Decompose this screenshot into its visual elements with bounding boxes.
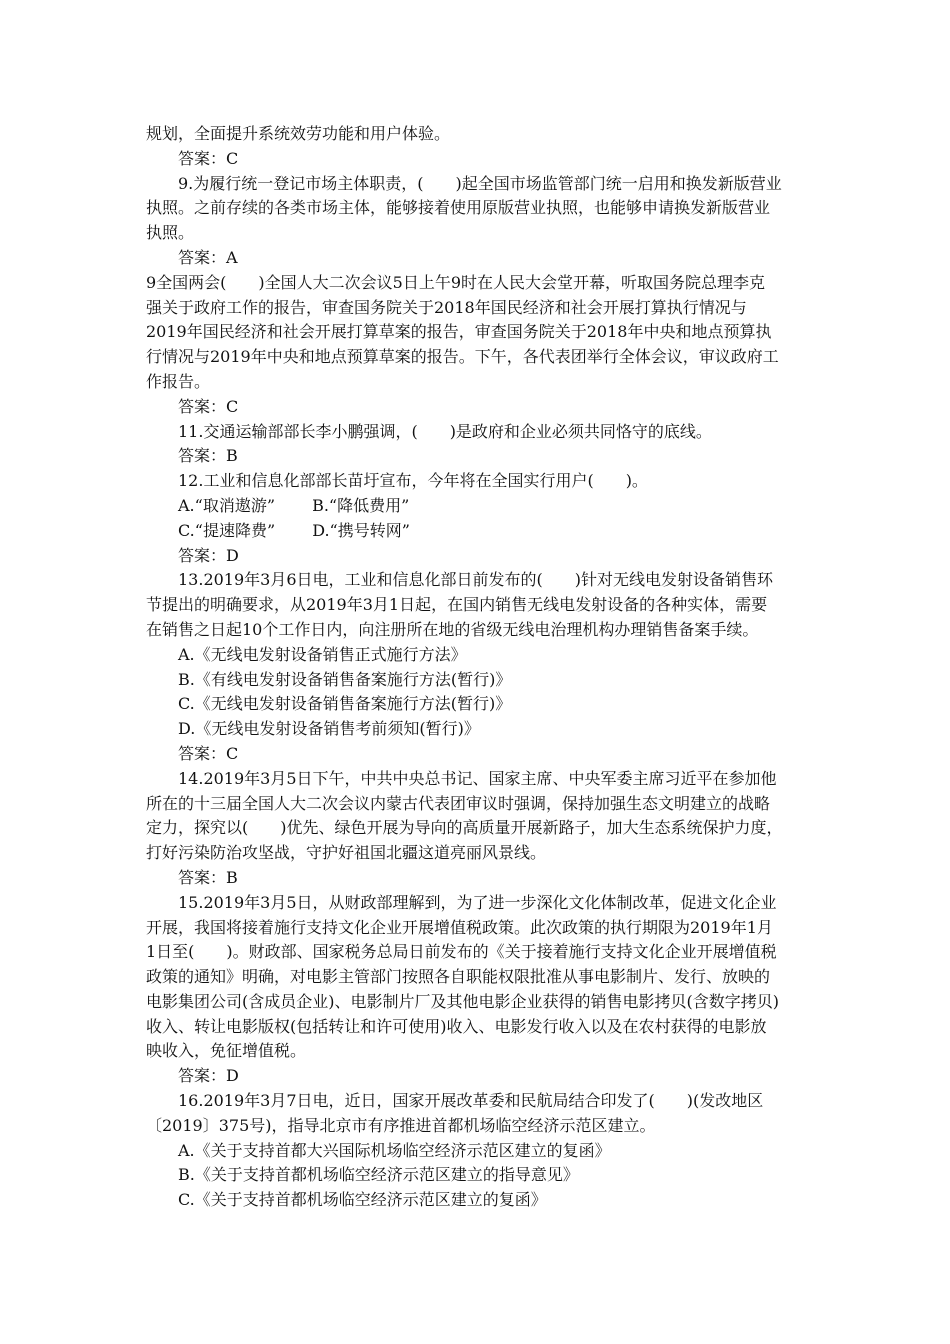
text-line: 行情况与2019年中央和地点预算草案的报告。下午，各代表团举行全体会议，审议政府工 — [146, 347, 779, 367]
text-line: 强关于政府工作的报告，审查国务院关于2018年国民经济和社会开展打算执行情况与 — [146, 297, 747, 317]
text-line: 映收入，免征增值税。 — [146, 1041, 307, 1061]
text-line: 收入、转让电影版权(包括转让和许可使用)收入、电影发行收入以及在农村获得的电影放 — [146, 1016, 767, 1036]
text-line: 1日至( )。财政部、国家税务总局日前发布的《关于接着施行支持文化企业开展增值税 — [146, 942, 777, 962]
option-line: D.《无线电发射设备销售考前须知(暂行)》 — [178, 719, 480, 739]
text-line: 打好污染防治攻坚战，守护好祖国北疆这道亮丽风景线。 — [146, 843, 547, 863]
text-line: 节提出的明确要求，从2019年3月1日起，在国内销售无线电发射设备的各种实体，需要 — [146, 595, 768, 615]
option-line: A.《无线电发射设备销售正式施行方法》 — [178, 644, 467, 664]
option-line: C.“提速降费” D.“携号转网” — [178, 520, 410, 540]
text-line: 13.2019年3月6日电，工业和信息化部日前发布的( )针对无线电发射设备销售环 — [178, 570, 774, 590]
answer-line: 答案：C — [178, 148, 239, 168]
option-line: C.《关于支持首都机场临空经济示范区建立的复函》 — [178, 1190, 547, 1210]
text-line: 作报告。 — [146, 371, 211, 391]
answer-line: 答案：B — [178, 446, 238, 466]
option-line: B.《有线电发射设备销售备案施行方法(暂行)》 — [178, 669, 512, 689]
text-line: 电影集团公司(含成员企业)、电影制片厂及其他电影企业获得的销售电影拷贝(含数字拷贝) — [146, 991, 779, 1011]
text-line: 2019年国民经济和社会开展打算草案的报告，审查国务院关于2018年中央和地点预算执 — [146, 322, 772, 342]
text-line: 定力，探究以( )优先、绿色开展为导向的高质量开展新路子，加大生态系统保护力度， — [146, 818, 783, 838]
text-line: 执照。 — [146, 223, 195, 243]
answer-line: 答案：D — [178, 545, 239, 565]
text-line: 规划，全面提升系统效劳功能和用户体验。 — [146, 124, 451, 143]
text-line: 开展，我国将接着施行支持文化企业开展增值税政策。此次政策的执行期限为2019年1月 — [146, 917, 773, 937]
answer-line: 答案：A — [178, 247, 238, 267]
answer-line: 答案：C — [178, 396, 239, 416]
text-line: 政策的通知》明确，对电影主管部门按照各自职能权限批准从事电影制片、发行、放映的 — [146, 967, 771, 987]
option-line: C.《无线电发射设备销售备案施行方法(暂行)》 — [178, 694, 512, 714]
text-line: 11.交通运输部部长李小鹏强调，( )是政府和企业必须共同恪守的底线。 — [178, 421, 712, 441]
document-body — [146, 122, 818, 1213]
text-line: 16.2019年3月7日电，近日，国家开展改革委和民航局结合印发了( )(发改地区 — [178, 1091, 764, 1111]
text-line: 12.工业和信息化部部长苗圩宣布，今年将在全国实行用户( )。 — [178, 471, 648, 491]
text-line: 执照。之前存续的各类市场主体，能够接着使用原版营业执照，也能够申请换发新版营业 — [146, 198, 771, 218]
answer-line: 答案：D — [178, 1066, 239, 1086]
text-line: 9.为履行统一登记市场主体职责，( )起全国市场监管部门统一启用和换发新版营业 — [178, 173, 782, 193]
text-line: 〔2019〕375号)，指导北京市有序推进首都机场临空经济示范区建立。 — [146, 1115, 656, 1135]
option-line: A.《关于支持首都大兴国际机场临空经济示范区建立的复函》 — [178, 1140, 611, 1160]
text-line: 15.2019年3月5日，从财政部理解到，为了进一步深化文化体制改革，促进文化企业 — [178, 892, 777, 912]
text-line: 在销售之日起10个工作日内，向注册所在地的省级无线电治理机构办理销售备案手续。 — [146, 619, 759, 639]
text-line: 9全国两会( )全国人大二次会议5日上午9时在人民大会堂开幕，听取国务院总理李克 — [146, 272, 766, 292]
option-line: A.“取消遨游” B.“降低费用” — [178, 495, 410, 515]
option-line: B.《关于支持首都机场临空经济示范区建立的指导意见》 — [178, 1165, 579, 1185]
text-line: 14.2019年3月5日下午，中共中央总书记、国家主席、中央军委主席习近平在参加他 — [178, 768, 777, 788]
answer-line: 答案：B — [178, 867, 238, 887]
text-line: 所在的十三届全国人大二次会议内蒙古代表团审议时强调，保持加强生态文明建立的战略 — [146, 793, 771, 813]
answer-line: 答案：C — [178, 743, 239, 763]
